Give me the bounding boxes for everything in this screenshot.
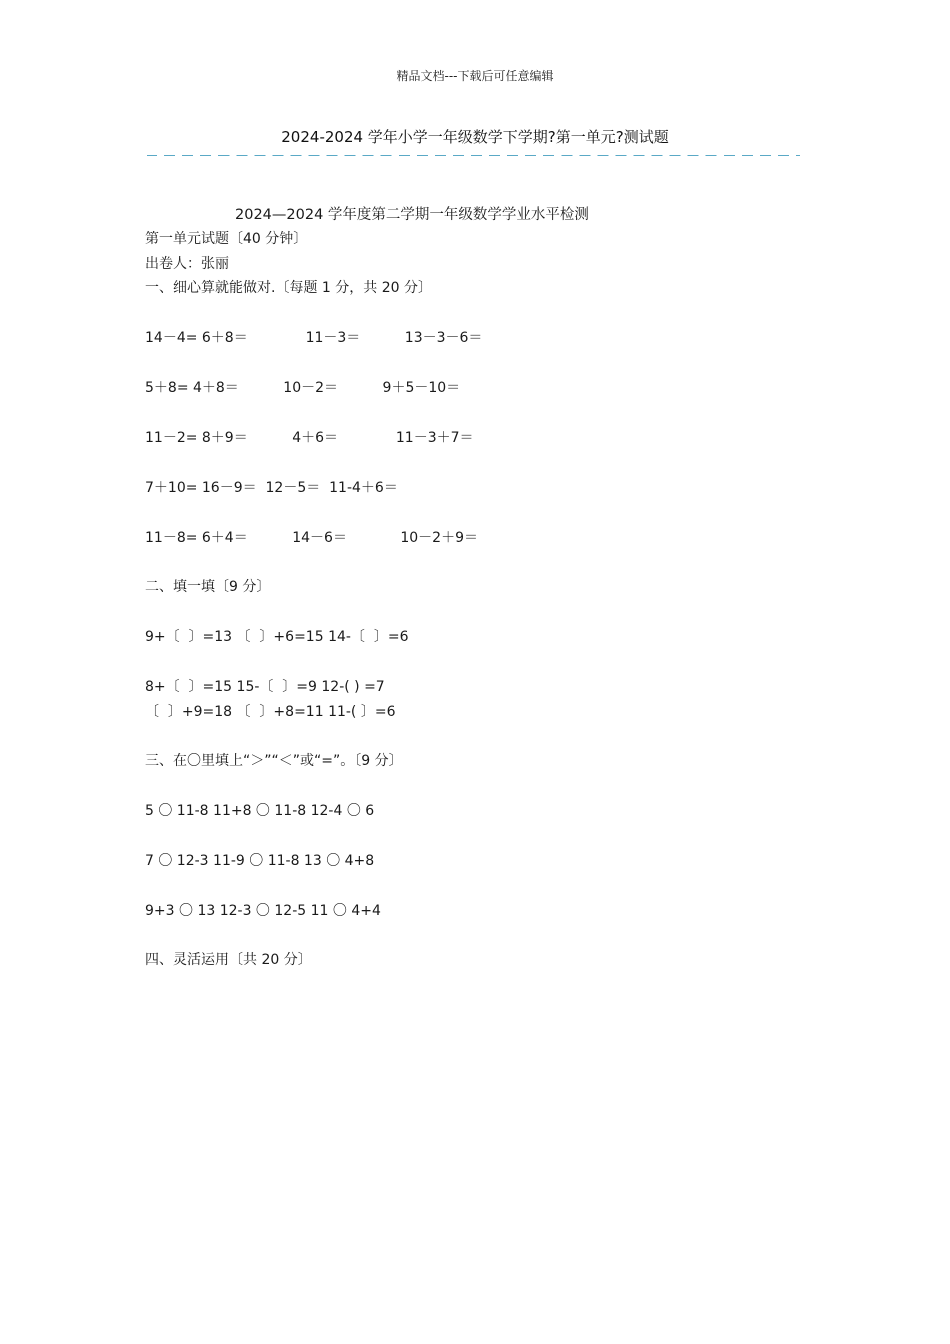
exercise-row: 14－4= 6＋8＝ 11－3＝ 13－3－6＝	[145, 330, 483, 346]
exercise-row: 5＋8= 4＋8＝ 10－2＝ 9＋5－10＝	[145, 380, 461, 396]
exercise-row: 11－2= 8＋9＝ 4＋6＝ 11－3＋7＝	[145, 430, 474, 446]
exercise-row: 7 〇 12-3 11-9 〇 11-8 13 〇 4+8	[145, 853, 375, 869]
title-divider	[147, 155, 800, 156]
section-heading: 三、在〇里填上“＞”“＜”或“=”。〔9 分〕	[145, 753, 403, 769]
exercise-row: 9+3 〇 13 12-3 〇 12-5 11 〇 4+4	[145, 903, 381, 919]
section-heading: 四、灵活运用〔共 20 分〕	[145, 952, 312, 968]
exercise-row: 7＋10= 16－9＝ 12－5＝ 11-4＋6＝	[145, 480, 398, 496]
exercise-row: 9+〔 〕=13 〔 〕+6=15 14-〔 〕=6	[145, 629, 409, 645]
exercise-row: 8+〔 〕=15 15-〔 〕=9 12-( ) =7	[145, 679, 385, 695]
exam-author: 出卷人：张丽	[145, 256, 229, 272]
exercise-row: 〔 〕+9=18 〔 〕+8=11 11-( 〕=6	[145, 704, 396, 720]
section-heading: 一、细心算就能做对.〔每题 1 分，共 20 分〕	[145, 280, 432, 296]
exercise-row: 5 〇 11-8 11+8 〇 11-8 12-4 〇 6	[145, 803, 375, 819]
exercise-row: 11－8= 6＋4＝ 14－6＝ 10－2＋9＝	[145, 530, 478, 546]
exam-subtitle: 2024—2024 学年度第二学期一年级数学学业水平检测	[235, 207, 589, 223]
page-header: 精品文档---下载后可任意编辑	[396, 69, 554, 83]
exam-unit: 第一单元试题〔40 分钟〕	[145, 231, 308, 247]
section-heading: 二、填一填〔9 分〕	[145, 579, 271, 595]
document-title: 2024-2024 学年小学一年级数学下学期?第一单元?测试题	[281, 128, 669, 146]
